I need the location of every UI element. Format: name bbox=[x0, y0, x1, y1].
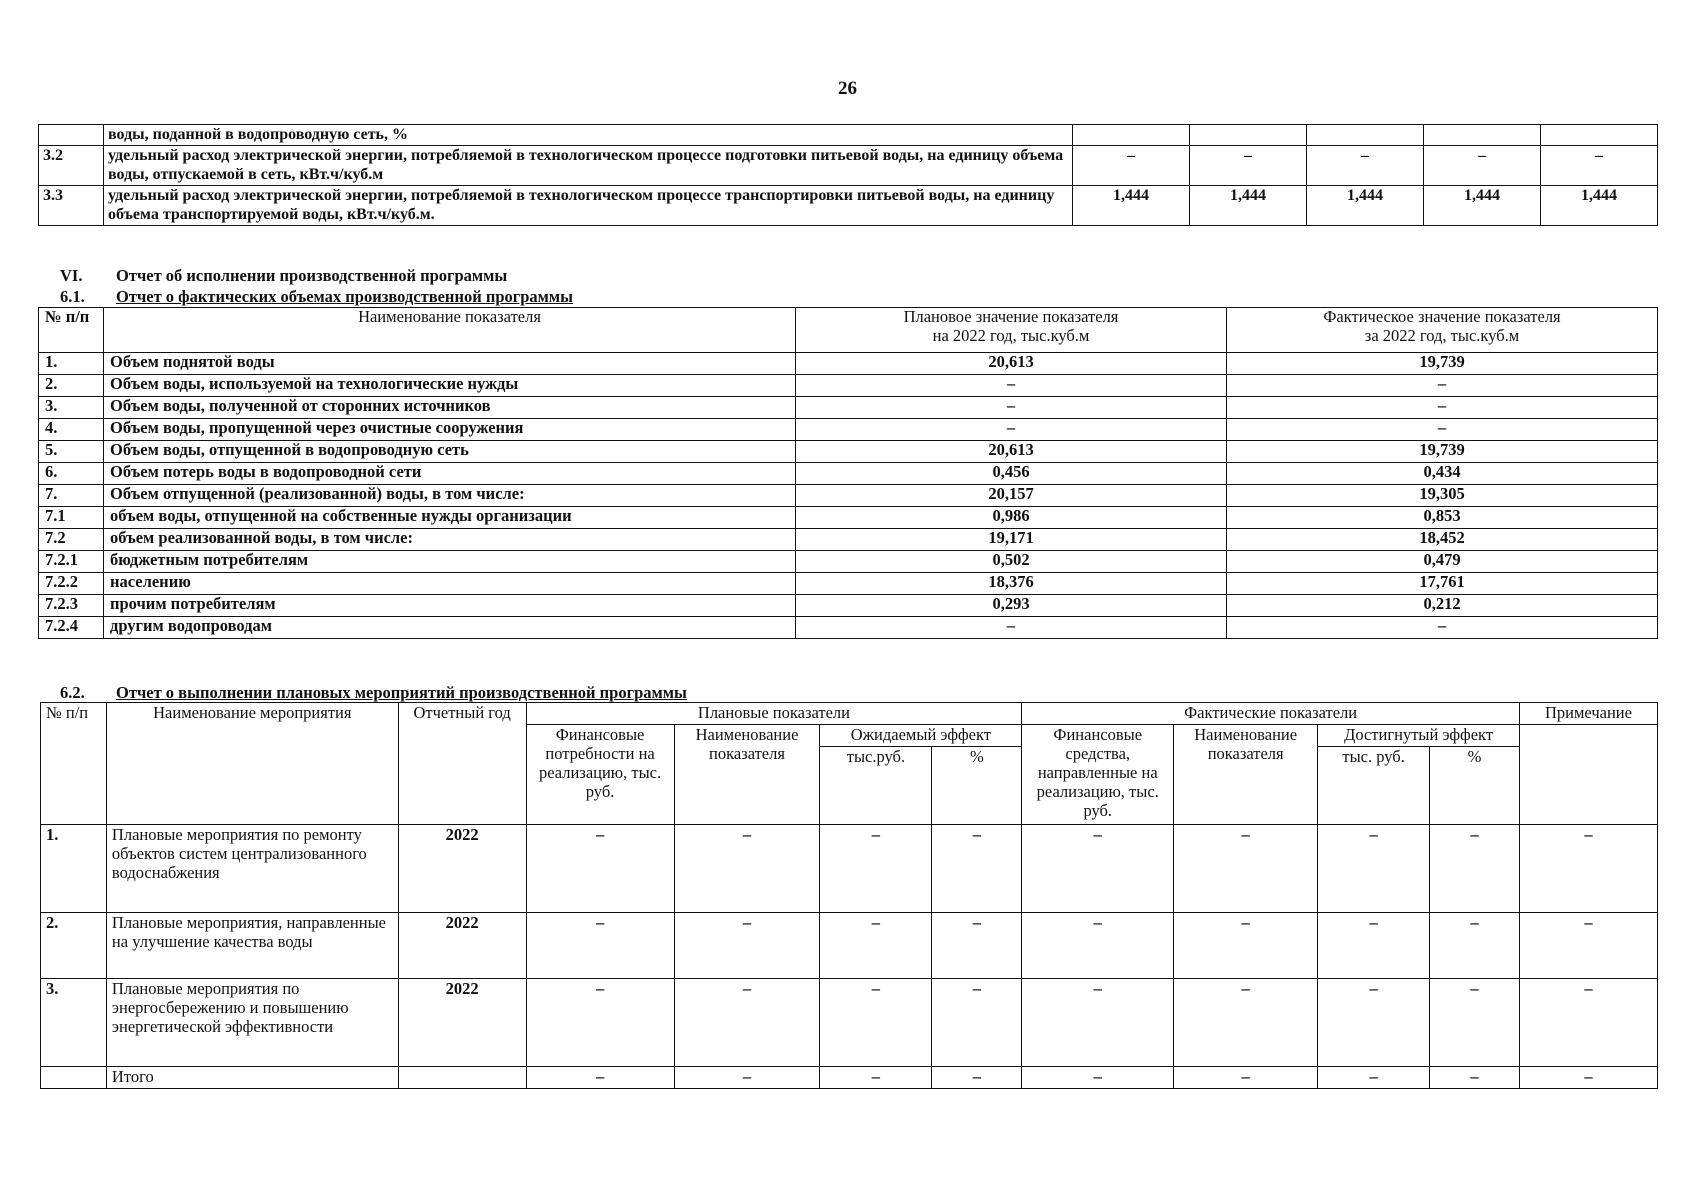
fact-value: 0,212 bbox=[1227, 595, 1658, 617]
indicator-name: воды, поданной в водопроводную сеть, % bbox=[104, 125, 1073, 146]
header-note: Примечание bbox=[1519, 703, 1657, 725]
table-header-row bbox=[41, 703, 1658, 725]
report-year: 2022 bbox=[398, 824, 526, 912]
section-title: Отчет об исполнении производственной программы bbox=[116, 266, 508, 285]
header-indicator-fact: Наименование показателя bbox=[1174, 724, 1318, 824]
fact-value: 18,452 bbox=[1227, 529, 1658, 551]
row-name: прочим потребителям bbox=[104, 595, 796, 617]
section-title: Отчет о фактических объемах производственной программы bbox=[116, 287, 574, 306]
plan-value: – bbox=[796, 397, 1227, 419]
value-cell: 1,444 bbox=[1424, 186, 1541, 226]
value-cell: – bbox=[1430, 824, 1520, 912]
value-cell: – bbox=[1541, 146, 1658, 186]
section-title: Отчет о выполнении плановых мероприятий производственной программы bbox=[116, 683, 687, 702]
header-fin-spent: Финансовые средства, направленные на реализацию, тыс. руб. bbox=[1022, 724, 1174, 824]
header-exp-pct: % bbox=[932, 746, 1022, 824]
header-activity-name: Наименование мероприятия bbox=[106, 703, 398, 825]
table-header-row bbox=[39, 308, 1658, 353]
table-row bbox=[39, 441, 1658, 463]
value-cell: – bbox=[820, 1066, 932, 1088]
value-cell: – bbox=[1022, 824, 1174, 912]
table-row bbox=[39, 573, 1658, 595]
row-number: 3. bbox=[39, 397, 104, 419]
value-cell: 1,444 bbox=[1190, 186, 1307, 226]
plan-value: 19,171 bbox=[796, 529, 1227, 551]
row-number: 3.3 bbox=[39, 186, 104, 226]
fact-value: 0,434 bbox=[1227, 463, 1658, 485]
plan-value: – bbox=[796, 617, 1227, 639]
table-row bbox=[41, 1066, 1658, 1088]
report-year: 2022 bbox=[398, 912, 526, 978]
value-cell: – bbox=[1424, 146, 1541, 186]
activity-name: Плановые мероприятия по энергосбережению и повышению энергетической эффективности bbox=[106, 978, 398, 1066]
value-cell: – bbox=[526, 1066, 674, 1088]
planned-activities-table bbox=[40, 702, 1658, 1089]
value-cell bbox=[1190, 125, 1307, 146]
row-number: 7.2 bbox=[39, 529, 104, 551]
plan-value: 20,613 bbox=[796, 353, 1227, 375]
energy-indicators-table bbox=[38, 124, 1658, 226]
header-note-empty bbox=[1519, 724, 1657, 824]
value-cell: – bbox=[1073, 146, 1190, 186]
value-cell bbox=[1073, 125, 1190, 146]
table-row bbox=[41, 978, 1658, 1066]
row-number: 7.2.1 bbox=[39, 551, 104, 573]
value-cell: – bbox=[1022, 912, 1174, 978]
value-cell: – bbox=[674, 1066, 820, 1088]
table-row bbox=[39, 397, 1658, 419]
row-name: объем реализованной воды, в том числе: bbox=[104, 529, 796, 551]
value-cell: – bbox=[1022, 978, 1174, 1066]
header-planned: Плановые показатели bbox=[526, 703, 1022, 725]
row-number bbox=[41, 1066, 107, 1088]
header-achieved-effect: Достигнутый эффект bbox=[1318, 724, 1520, 746]
row-number: 4. bbox=[39, 419, 104, 441]
section-number: 6.2. bbox=[60, 683, 85, 702]
row-number: 7.2.4 bbox=[39, 617, 104, 639]
row-number: 7.2.3 bbox=[39, 595, 104, 617]
value-cell: – bbox=[1519, 912, 1657, 978]
header-plan bbox=[796, 308, 1227, 353]
value-cell bbox=[1424, 125, 1541, 146]
fact-value: 0,853 bbox=[1227, 507, 1658, 529]
value-cell: 1,444 bbox=[1307, 186, 1424, 226]
section-heading-6-1 bbox=[60, 287, 573, 307]
row-number: 7.1 bbox=[39, 507, 104, 529]
row-number: 3. bbox=[41, 978, 107, 1066]
header-fin-needs: Финансовые потребности на реализацию, тыс. руб. bbox=[526, 724, 674, 824]
header-name: Наименование показателя bbox=[104, 308, 796, 353]
row-number: 3.2 bbox=[39, 146, 104, 186]
row-number: 7. bbox=[39, 485, 104, 507]
value-cell: – bbox=[1430, 912, 1520, 978]
value-cell: – bbox=[932, 824, 1022, 912]
fact-value: 0,479 bbox=[1227, 551, 1658, 573]
header-indicator-plan: Наименование показателя bbox=[674, 724, 820, 824]
row-name: Объем поднятой воды bbox=[104, 353, 796, 375]
row-name: объем воды, отпущенной на собственные нужды организации bbox=[104, 507, 796, 529]
row-name: бюджетным потребителям bbox=[104, 551, 796, 573]
value-cell: – bbox=[526, 824, 674, 912]
value-cell: – bbox=[932, 1066, 1022, 1088]
fact-value: – bbox=[1227, 375, 1658, 397]
section-number: VI. bbox=[60, 266, 83, 285]
header-ach-rub: тыс. руб. bbox=[1318, 746, 1430, 824]
total-label: Итого bbox=[106, 1066, 398, 1088]
table-row bbox=[39, 595, 1658, 617]
table-row bbox=[39, 146, 1658, 186]
activity-name: Плановые мероприятия, направленные на улучшение качества воды bbox=[106, 912, 398, 978]
row-number bbox=[39, 125, 104, 146]
header-expected-effect: Ожидаемый эффект bbox=[820, 724, 1022, 746]
table-row bbox=[39, 551, 1658, 573]
value-cell: – bbox=[1318, 824, 1430, 912]
fact-value: – bbox=[1227, 397, 1658, 419]
row-number: 2. bbox=[39, 375, 104, 397]
table-row bbox=[39, 507, 1658, 529]
row-name: Объем воды, полученной от сторонних источников bbox=[104, 397, 796, 419]
plan-value: – bbox=[796, 419, 1227, 441]
header-year: Отчетный год bbox=[398, 703, 526, 825]
value-cell: – bbox=[1318, 1066, 1430, 1088]
row-name: населению bbox=[104, 573, 796, 595]
table-row bbox=[41, 824, 1658, 912]
value-cell: – bbox=[1174, 912, 1318, 978]
plan-value: 0,502 bbox=[796, 551, 1227, 573]
plan-value: – bbox=[796, 375, 1227, 397]
row-name: Объем потерь воды в водопроводной сети bbox=[104, 463, 796, 485]
table-row bbox=[39, 419, 1658, 441]
value-cell: – bbox=[1430, 978, 1520, 1066]
row-name: Объем воды, пропущенной через очистные сооружения bbox=[104, 419, 796, 441]
header-fact-line2: за 2022 год, тыс.куб.м bbox=[1364, 325, 1520, 345]
value-cell: – bbox=[1318, 978, 1430, 1066]
value-cell: – bbox=[526, 978, 674, 1066]
row-name: другим водопроводам bbox=[104, 617, 796, 639]
page-number: 26 bbox=[838, 78, 857, 99]
row-number: 5. bbox=[39, 441, 104, 463]
value-cell: – bbox=[1307, 146, 1424, 186]
value-cell: – bbox=[932, 912, 1022, 978]
fact-value: 19,739 bbox=[1227, 441, 1658, 463]
section-heading-6-2 bbox=[60, 683, 687, 703]
row-name: Объем отпущенной (реализованной) воды, в том числе: bbox=[104, 485, 796, 507]
fact-value: 17,761 bbox=[1227, 573, 1658, 595]
value-cell: – bbox=[674, 824, 820, 912]
value-cell: 1,444 bbox=[1073, 186, 1190, 226]
indicator-name: удельный расход электрической энергии, потребляемой в технологическом процессе подготовки питьевой воды, на единицу объема воды, отпускаемой в сеть, кВт.ч/куб.м bbox=[104, 146, 1073, 186]
table-row bbox=[39, 375, 1658, 397]
value-cell: – bbox=[820, 824, 932, 912]
value-cell: – bbox=[1519, 824, 1657, 912]
plan-value: 20,157 bbox=[796, 485, 1227, 507]
header-exp-rub: тыс.руб. bbox=[820, 746, 932, 824]
table-row bbox=[39, 529, 1658, 551]
table-row bbox=[39, 353, 1658, 375]
value-cell: – bbox=[820, 912, 932, 978]
report-year bbox=[398, 1066, 526, 1088]
value-cell bbox=[1541, 125, 1658, 146]
header-actual: Фактические показатели bbox=[1022, 703, 1520, 725]
value-cell: – bbox=[1190, 146, 1307, 186]
value-cell: – bbox=[1174, 978, 1318, 1066]
value-cell: – bbox=[1519, 1066, 1657, 1088]
section-heading-vi bbox=[60, 266, 507, 286]
fact-value: – bbox=[1227, 419, 1658, 441]
value-cell: – bbox=[932, 978, 1022, 1066]
header-num: № п/п bbox=[41, 703, 107, 825]
row-number: 1. bbox=[41, 824, 107, 912]
row-number: 7.2.2 bbox=[39, 573, 104, 595]
value-cell: – bbox=[1318, 912, 1430, 978]
header-plan-line2: на 2022 год, тыс.куб.м bbox=[932, 325, 1090, 345]
value-cell: – bbox=[1519, 978, 1657, 1066]
value-cell: – bbox=[674, 912, 820, 978]
row-name: Объем воды, отпущенной в водопроводную сеть bbox=[104, 441, 796, 463]
plan-value: 0,456 bbox=[796, 463, 1227, 485]
row-number: 1. bbox=[39, 353, 104, 375]
plan-value: 18,376 bbox=[796, 573, 1227, 595]
plan-value: 20,613 bbox=[796, 441, 1227, 463]
table-row bbox=[41, 912, 1658, 978]
value-cell: – bbox=[674, 978, 820, 1066]
table-row bbox=[39, 485, 1658, 507]
fact-value: 19,739 bbox=[1227, 353, 1658, 375]
table-row bbox=[39, 186, 1658, 226]
value-cell: – bbox=[1022, 1066, 1174, 1088]
value-cell bbox=[1307, 125, 1424, 146]
header-num: № п/п bbox=[39, 308, 104, 353]
table-row bbox=[39, 125, 1658, 146]
value-cell: – bbox=[820, 978, 932, 1066]
row-name: Объем воды, используемой на технологические нужды bbox=[104, 375, 796, 397]
value-cell: – bbox=[1174, 1066, 1318, 1088]
fact-value: 19,305 bbox=[1227, 485, 1658, 507]
fact-value: – bbox=[1227, 617, 1658, 639]
value-cell: – bbox=[1430, 1066, 1520, 1088]
value-cell: – bbox=[526, 912, 674, 978]
header-ach-pct: % bbox=[1430, 746, 1520, 824]
header-fact-line1: Фактическое значение показателя bbox=[1323, 307, 1561, 326]
report-year: 2022 bbox=[398, 978, 526, 1066]
row-number: 2. bbox=[41, 912, 107, 978]
plan-value: 0,986 bbox=[796, 507, 1227, 529]
activity-name: Плановые мероприятия по ремонту объектов систем централизованного водоснабжения bbox=[106, 824, 398, 912]
header-plan-line1: Плановое значение показателя bbox=[903, 307, 1119, 326]
indicator-name: удельный расход электрической энергии, потребляемой в технологическом процессе транспортировки питьевой воды, на единицу объема транспортируемой воды, кВт.ч/куб.м. bbox=[104, 186, 1073, 226]
table-row bbox=[39, 463, 1658, 485]
table-row bbox=[39, 617, 1658, 639]
value-cell: – bbox=[1174, 824, 1318, 912]
production-volumes-table bbox=[38, 307, 1658, 639]
value-cell: 1,444 bbox=[1541, 186, 1658, 226]
row-number: 6. bbox=[39, 463, 104, 485]
plan-value: 0,293 bbox=[796, 595, 1227, 617]
section-number: 6.1. bbox=[60, 287, 85, 306]
header-fact bbox=[1227, 308, 1658, 353]
